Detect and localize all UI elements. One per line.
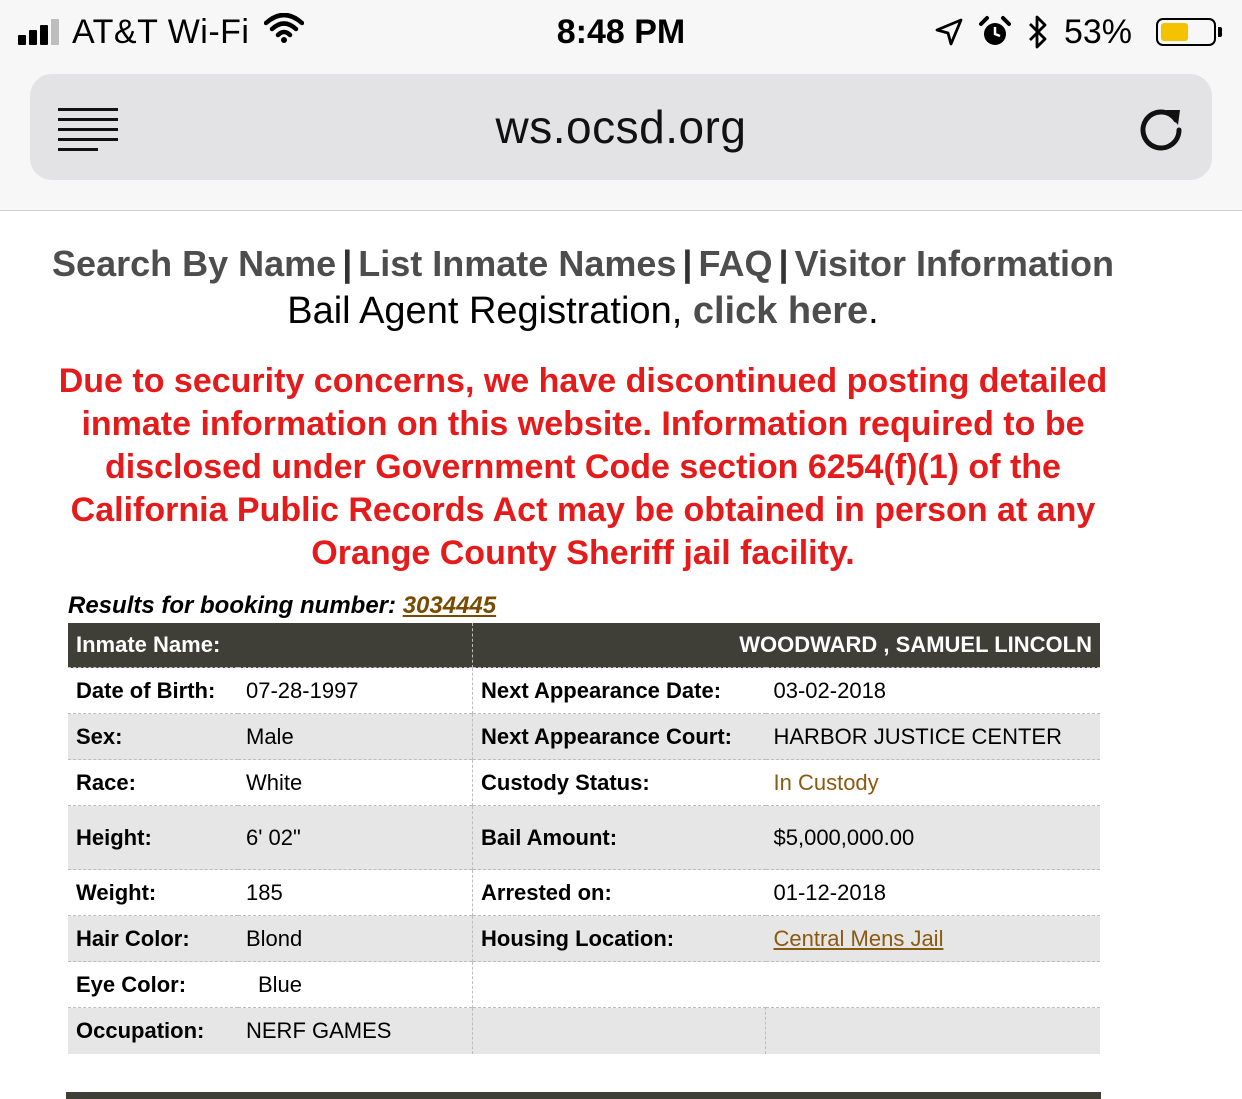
bail-amount-label: Bail Amount: (473, 806, 766, 870)
table-row (68, 714, 1100, 760)
alarm-icon (978, 15, 1012, 49)
height-label: Height: (68, 806, 238, 870)
housing-location-link[interactable]: Central Mens Jail (773, 925, 944, 951)
eye-color-label: Eye Color: (68, 962, 238, 1008)
housing-location-label: Housing Location: (473, 916, 766, 962)
next-appearance-date-value: 03-02-2018 (766, 668, 1101, 714)
height-value: 6' 02" (238, 806, 473, 870)
sex-value: Male (238, 714, 473, 760)
weight-value: 185 (238, 870, 473, 916)
nav-separator: | (342, 243, 353, 284)
location-icon (934, 17, 964, 47)
dob-value: 07-28-1997 (238, 668, 473, 714)
eye-color-value: Blue (238, 962, 473, 1008)
bail-agent-end: . (868, 290, 879, 332)
hair-color-value: Blond (238, 916, 473, 962)
inmate-name: WOODWARD , SAMUEL LINCOLN (473, 623, 1101, 668)
inmate-details-table (68, 623, 1100, 1054)
inmate-name-label: Inmate Name: (68, 623, 473, 668)
hair-color-label: Hair Color: (68, 916, 238, 962)
carrier-label: AT&T Wi-Fi (72, 12, 250, 51)
next-appearance-date-label: Next Appearance Date: (473, 668, 766, 714)
occupation-value: NERF GAMES (238, 1008, 473, 1054)
bluetooth-icon (1026, 14, 1050, 50)
bail-amount-value: $5,000,000.00 (766, 806, 1101, 870)
empty-cell (473, 962, 766, 1008)
occupation-label: Occupation: (68, 1008, 238, 1054)
reload-icon[interactable] (1134, 100, 1188, 154)
table-header-row (68, 623, 1100, 668)
url-text[interactable]: ws.ocsd.org (495, 101, 747, 153)
site-nav (0, 240, 1166, 288)
nav-faq[interactable]: FAQ (698, 243, 773, 284)
table-row (68, 916, 1100, 962)
status-bar (0, 0, 1242, 66)
next-appearance-court-value: HARBOR JUSTICE CENTER (766, 714, 1101, 760)
custody-status-label: Custody Status: (473, 760, 766, 806)
table-row (68, 760, 1100, 806)
dob-label: Date of Birth: (68, 668, 238, 714)
booking-number-link[interactable]: 3034445 (402, 592, 497, 619)
battery-percent: 53% (1063, 12, 1132, 51)
table-row (68, 806, 1100, 870)
results-label-text: Results for booking number: (68, 592, 403, 619)
browser-toolbar (0, 66, 1242, 211)
battery-icon (1146, 18, 1222, 46)
sex-label: Sex: (68, 714, 238, 760)
custody-status-value: In Custody (766, 760, 1101, 806)
empty-cell (473, 1008, 766, 1054)
race-value: White (238, 760, 473, 806)
race-label: Race: (68, 760, 238, 806)
bail-agent-text: Bail Agent Registration, (287, 290, 693, 332)
bail-agent-line (0, 288, 1166, 334)
bottom-divider (66, 1092, 1101, 1099)
address-bar[interactable] (30, 74, 1212, 180)
results-heading (68, 592, 496, 620)
bail-agent-link[interactable]: click here (692, 290, 869, 332)
nav-search-by-name[interactable]: Search By Name (52, 243, 337, 284)
status-time: 8:48 PM (556, 13, 686, 51)
nav-separator: | (682, 243, 693, 284)
arrested-on-label: Arrested on: (473, 870, 766, 916)
nav-visitor-information[interactable]: Visitor Information (794, 243, 1114, 284)
security-notice: Due to security concerns, we have discontinued posting detailed inmate information on this website. Information required to be disclosed under Government Code section 6254(f)(1) of the California Public Records Act may be obtained in person at any Orange County Sheriff jail facility. (58, 362, 1108, 572)
arrested-on-value: 01-12-2018 (766, 870, 1101, 916)
table-row (68, 1008, 1100, 1054)
housing-location-cell (766, 916, 1101, 962)
nav-list-inmate-names[interactable]: List Inmate Names (358, 243, 677, 284)
table-row (68, 668, 1100, 714)
table-row (68, 870, 1100, 916)
empty-cell (766, 962, 1101, 1008)
empty-cell (766, 1008, 1101, 1054)
weight-label: Weight: (68, 870, 238, 916)
table-row (68, 962, 1100, 1008)
nav-separator: | (778, 243, 789, 284)
next-appearance-court-label: Next Appearance Court: (473, 714, 766, 760)
